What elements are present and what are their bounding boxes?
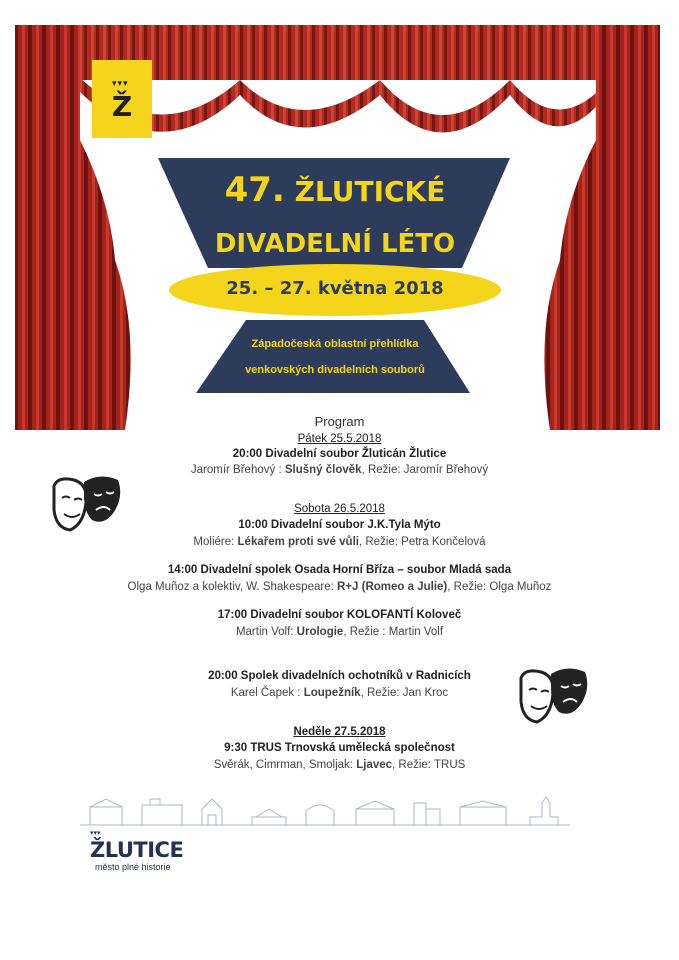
theatre-masks-icon [515, 664, 593, 730]
event-title [0, 447, 679, 461]
event-author: Jaromír Břehový : [190, 464, 285, 476]
event-play: Ljavec [356, 759, 393, 771]
day-label: Pátek 25.5.2018 [297, 433, 382, 445]
town-skyline-illustration [80, 795, 570, 827]
event-title-text: 14:00 Divadelní spolek Osada Horní Bříza – soubor Mladá sada [167, 564, 512, 576]
event-play: Lékařem proti své vůli [237, 536, 359, 548]
event-author: Martin Volf: [235, 626, 297, 638]
subtitle-line2: venkovských divadelních souborů [245, 364, 425, 376]
subtitle-line1: Západočeská oblastní přehlídka [251, 338, 419, 350]
festival-title-line2: DIVADELNÍ LÉTO [214, 229, 456, 259]
event-author: Svěrák, Cimrman, Smoljak: [213, 759, 357, 771]
event-details [0, 758, 679, 772]
zlutice-brand: ŽLUTICE [90, 838, 184, 862]
event-title-text: 10:00 Divadelní soubor J.K.Tyla Mýto [238, 519, 441, 531]
event-author: Moliére: [193, 536, 238, 548]
event-title [0, 608, 679, 622]
festival-number: 47. [224, 170, 285, 210]
logo-letter: Ž [111, 90, 133, 123]
event-title-text: 9:30 TRUS Trnovská umělecká společnost [224, 742, 455, 754]
event-director: , Režie: TRUS [392, 759, 466, 771]
event-director: , Režie: Olga Muñoz [447, 581, 552, 593]
event-title [0, 741, 679, 755]
event-title-text: 20:00 Divadelní soubor Žluticán Žlutice [232, 448, 447, 460]
event-director: , Režie : Martin Volf [343, 626, 444, 638]
event-title-text: 17:00 Divadelní soubor KOLOFANTÍ Koloveč [217, 609, 462, 621]
event-play: Urologie [296, 626, 344, 638]
swag-drapes [80, 78, 610, 133]
subtitle-banner [196, 320, 470, 393]
event-play: Loupežník [303, 687, 361, 699]
program-heading: Program [314, 414, 365, 429]
event-director: , Režie: Jaromír Břehový [361, 464, 489, 476]
event-play: R+J (Romeo a Julie) [337, 581, 448, 593]
event-author: Olga Muñoz a kolektiv, W. Shakespeare: [127, 581, 337, 593]
event-title [0, 563, 679, 577]
event-play: Slušný člověk [284, 464, 362, 476]
theatre-masks-icon [48, 472, 126, 538]
event-title-text: 20:00 Spolek divadelních ochotníků v Radnicích [208, 670, 471, 682]
festival-title-word: ŽLUTICKÉ [294, 175, 446, 208]
day-label: Sobota 26.5.2018 [294, 503, 385, 515]
brand-crown-icon: ▾▾▾ [90, 830, 101, 837]
festival-dates: 25. – 27. května 2018 [226, 278, 444, 299]
right-curtain [544, 25, 660, 430]
zlutice-logo-badge [92, 60, 152, 138]
crown-icon: ▾▾▾ [112, 78, 129, 88]
festival-title-line1 [160, 170, 510, 210]
event-details [0, 580, 679, 594]
brand-tagline: město plné historie [95, 862, 171, 872]
stage-curtain-area [0, 0, 679, 440]
event-details [0, 625, 679, 639]
event-director: , Režie: Jan Kroc [360, 687, 449, 699]
event-author: Karel Čapek : [230, 687, 304, 699]
event-director: , Režie: Petra Končelová [358, 536, 486, 548]
day-label-text: Neděle 27.5.2018 [293, 726, 386, 738]
